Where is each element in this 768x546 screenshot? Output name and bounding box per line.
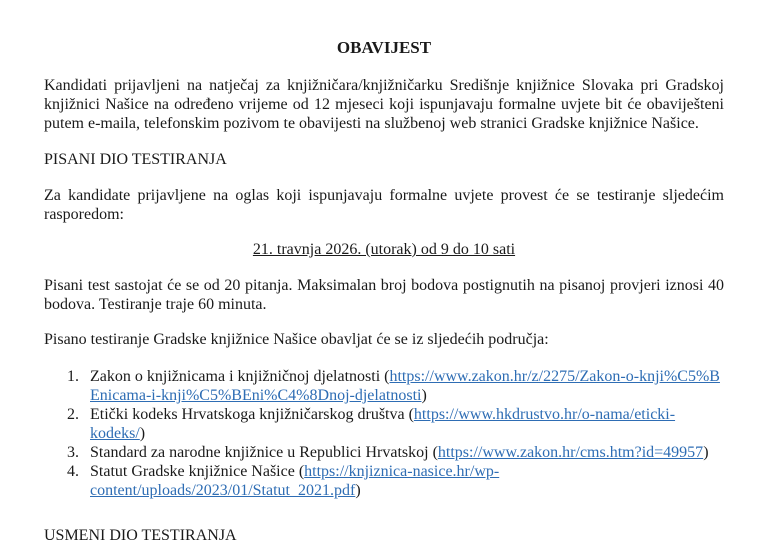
topic-link[interactable]: https://knjiznica-nasice.hr/wp-content/uploads/2023/01/Statut_2021.pdf	[90, 463, 500, 499]
test-date: 21. travnja 2026. (utorak) od 9 do 10 sati	[252, 241, 516, 258]
document-title: OBAVIJEST	[336, 38, 432, 57]
list-item	[44, 367, 724, 405]
topic-text: Zakon o knjižnicama i knjižničnoj djelatnosti (	[90, 368, 390, 385]
topic-link[interactable]: https://www.hkdrustvo.hr/o-nama/eticki-kodeks/	[90, 406, 676, 442]
list-number: 2.	[67, 406, 79, 423]
written-section-heading: PISANI DIO TESTIRANJA	[44, 151, 227, 168]
oral-section-heading: USMENI DIO TESTIRANJA	[44, 527, 237, 544]
topics-list	[44, 367, 724, 500]
topic-after: )	[703, 444, 709, 461]
topic-text: Statut Gradske knjižnice Našice (	[90, 463, 305, 480]
list-item	[44, 405, 724, 443]
list-number: 1.	[67, 368, 79, 385]
topic-link[interactable]: https://www.zakon.hr/cms.htm?id=49957	[437, 444, 704, 461]
list-number: 4.	[67, 463, 79, 480]
schedule-intro-paragraph: Za kandidate prijavljene na oglas koji ispunjavaju formalne uvjete provest će se testiranje sljedećim rasporedom:	[44, 187, 724, 223]
intro-paragraph: Kandidati prijavljeni na natječaj za knjižničara/knjižničarku Središnje knjižnice Slovaka pri Gradskoj knjižnici Našice na određeno vrijeme od 12 mjeseci koji ispunjavaju formalne uvjete bit će obaviješteni putem e-maila, telefonskim pozivom te obavijesti na službenoj web stranici Gradske knjižnice Našice.	[44, 77, 724, 132]
topic-after: )	[421, 387, 427, 404]
topic-text: Standard za narodne knjižnice u Republici Hrvatskoj (	[90, 444, 438, 461]
topic-text: Etički kodeks Hrvatskoga knjižničarskog društva (	[90, 406, 414, 423]
test-info-paragraph: Pisani test sastojat će se od 20 pitanja. Maksimalan broj bodova postignutih na pisanoj provjeri iznosi 40 bodova. Testiranje traje 60 minuta.	[44, 277, 724, 313]
topic-link[interactable]: https://www.zakon.hr/z/2275/Zakon-o-knji%C5%BEnicama-i-knji%C5%BEni%C4%8Dnoj-djelatnosti	[90, 368, 720, 404]
topic-after: )	[355, 482, 361, 499]
list-item	[44, 443, 724, 462]
areas-intro-paragraph: Pisano testiranje Gradske knjižnice Našice obavljat će se iz sljedećih područja:	[44, 331, 549, 348]
list-item	[44, 462, 724, 500]
list-number: 3.	[67, 444, 79, 461]
topic-after: )	[139, 425, 146, 442]
